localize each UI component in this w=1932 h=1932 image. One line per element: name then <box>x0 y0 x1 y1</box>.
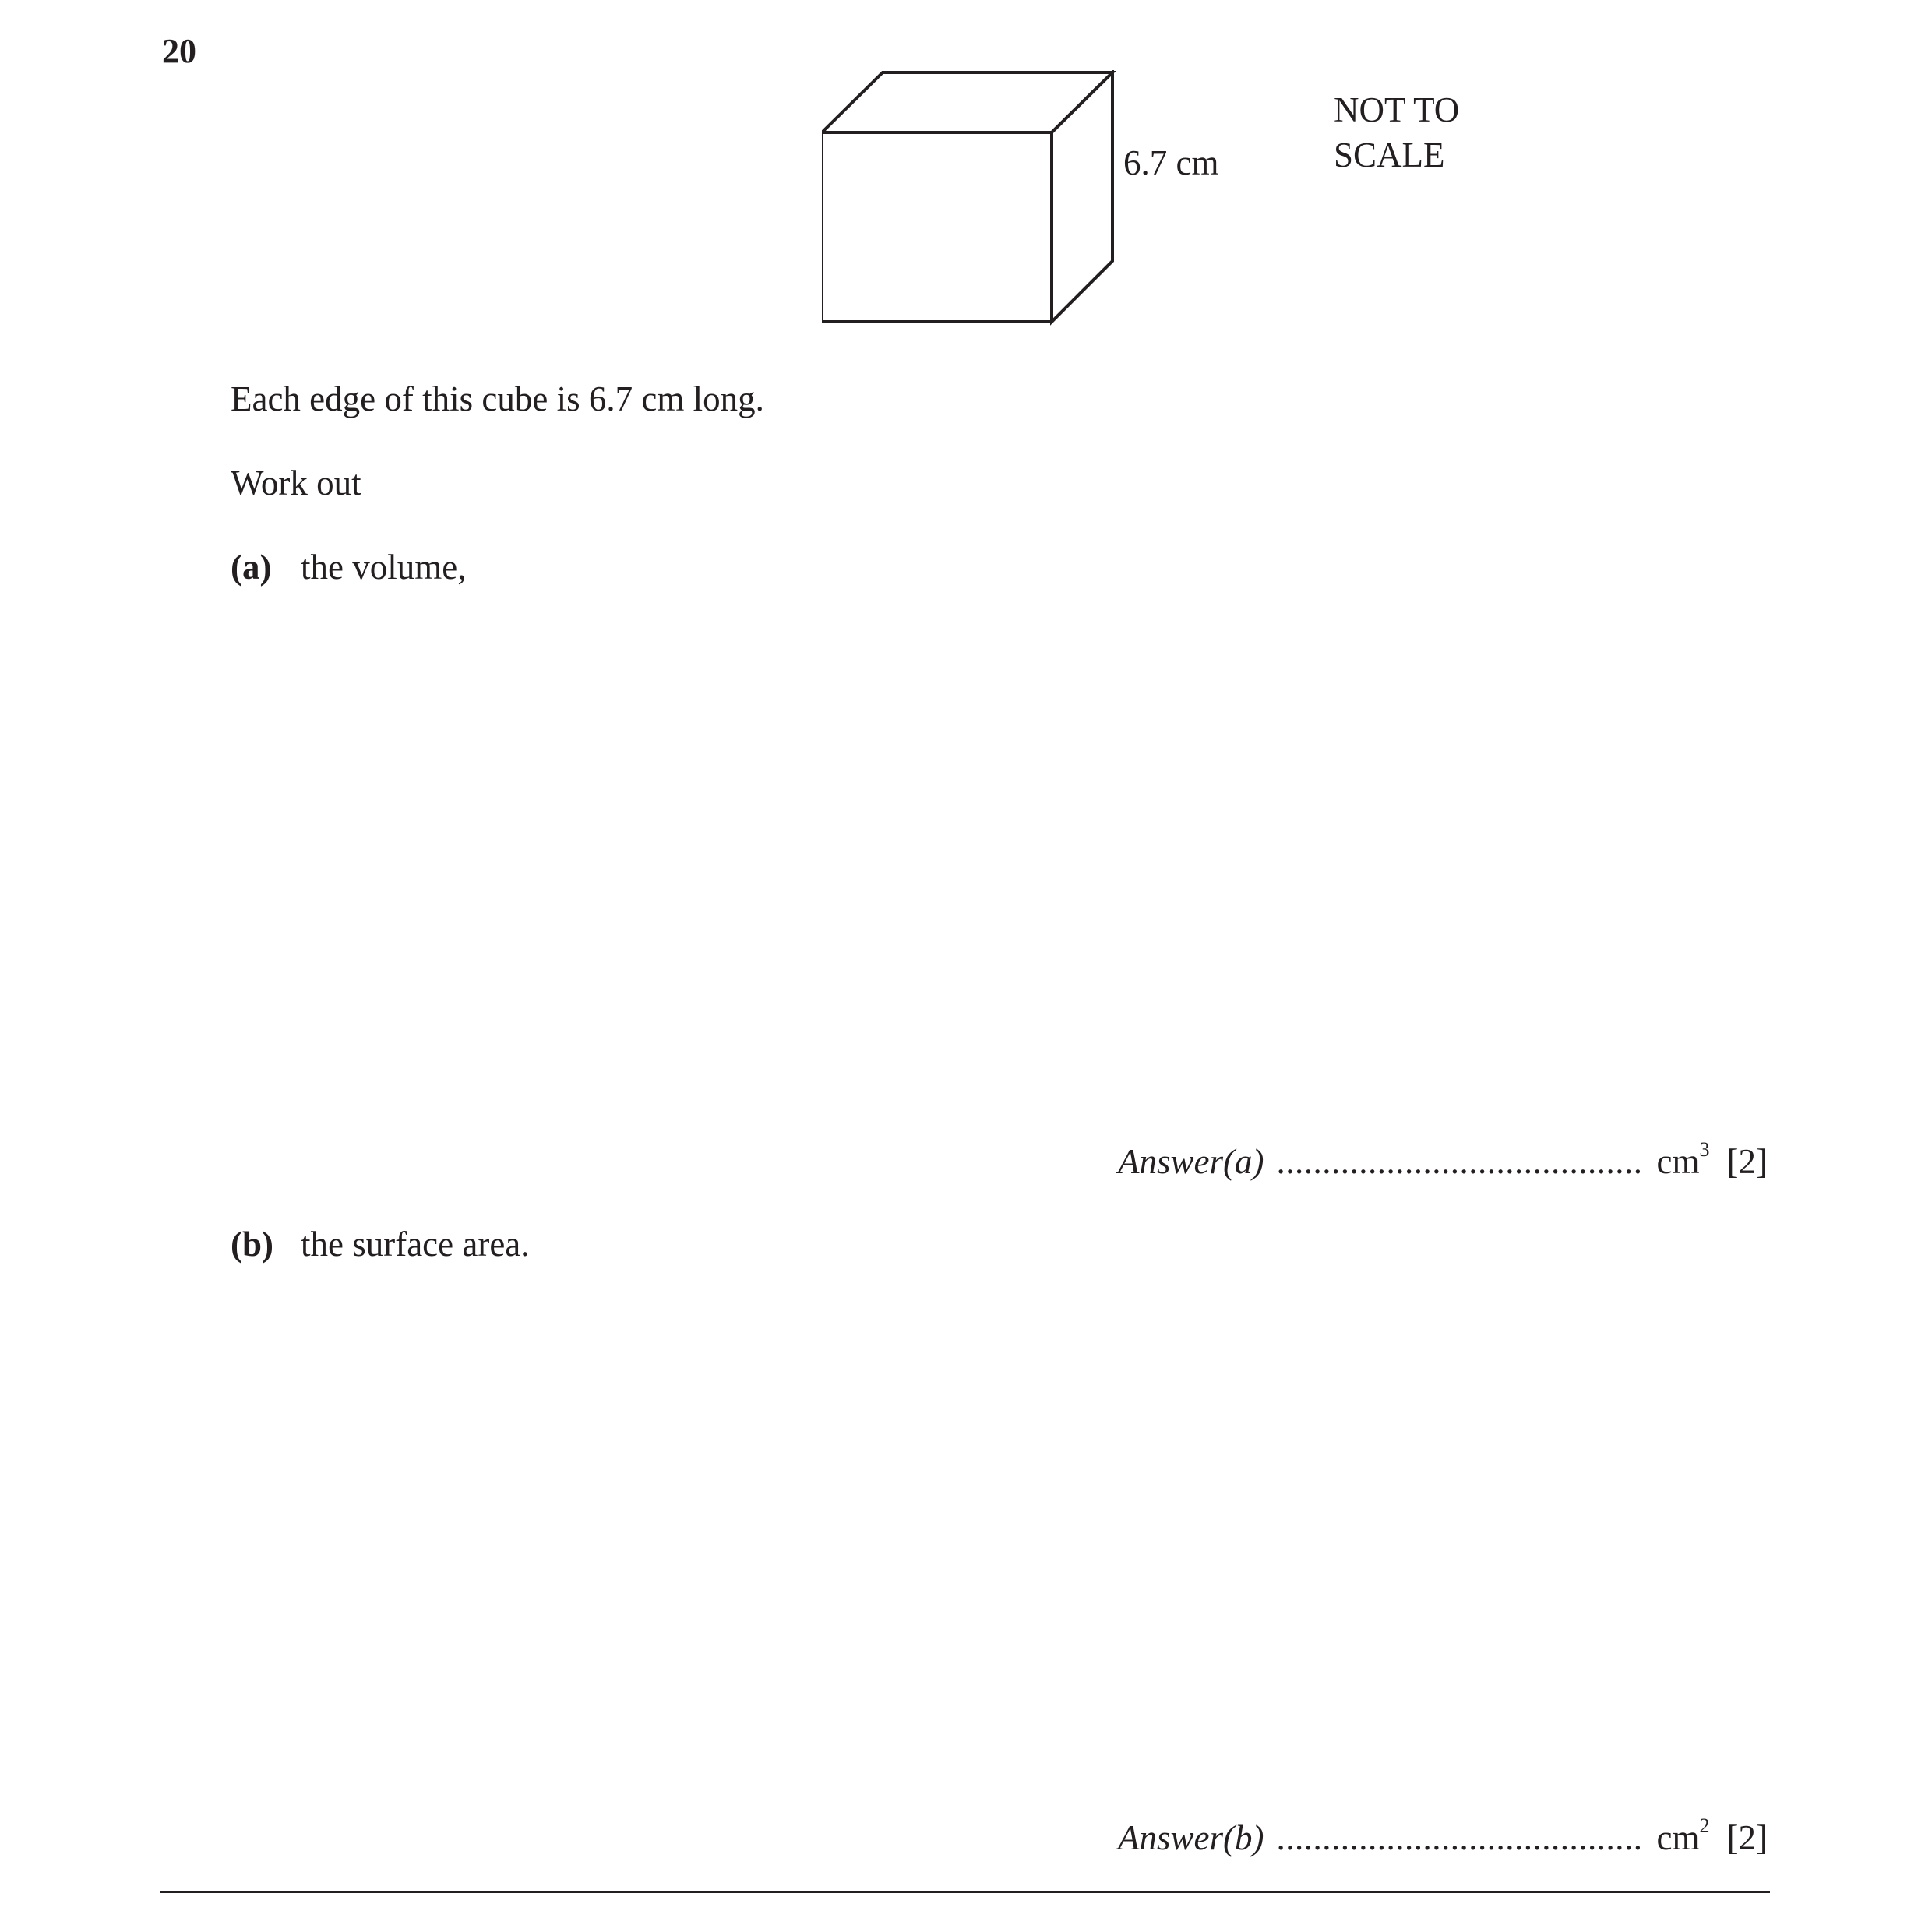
answer-b-line <box>1118 1814 1768 1857</box>
part-b <box>231 1227 530 1262</box>
answer-a-label: Answer(a) <box>1118 1142 1264 1181</box>
cube-top-face <box>822 72 1112 132</box>
answer-a-marks: [2] <box>1726 1142 1768 1181</box>
part-b-label: (b) <box>231 1225 273 1264</box>
part-a-text: the volume, <box>301 548 467 587</box>
answer-a-unit <box>1656 1138 1710 1181</box>
answer-b-marks: [2] <box>1726 1818 1768 1857</box>
cube-side-face <box>1052 72 1112 322</box>
not-to-scale-note <box>1334 87 1459 178</box>
answer-b-label: Answer(b) <box>1118 1818 1264 1857</box>
bottom-divider <box>160 1891 1770 1893</box>
not-to-scale-line-1: NOT TO <box>1334 90 1460 129</box>
question-instruction: Work out <box>231 464 361 502</box>
answer-a-unit-text: cm <box>1656 1142 1700 1181</box>
answer-a-field[interactable]: ........................................ <box>1276 1142 1643 1181</box>
cube-edge-label: 6.7 cm <box>1123 143 1219 182</box>
answer-b-unit-power: 2 <box>1699 1814 1710 1837</box>
question-number: 20 <box>162 32 196 70</box>
answer-b-unit-text: cm <box>1656 1818 1700 1857</box>
answer-a-unit-power: 3 <box>1699 1138 1710 1161</box>
part-b-text: the surface area. <box>301 1225 530 1264</box>
question-stem: Each edge of this cube is 6.7 cm long. <box>231 379 764 418</box>
cube-diagram <box>822 70 1133 335</box>
part-a <box>231 550 466 585</box>
answer-b-unit <box>1656 1814 1710 1857</box>
not-to-scale-line-2: SCALE <box>1334 136 1445 175</box>
answer-a-line <box>1118 1138 1768 1181</box>
part-a-label: (a) <box>231 548 272 587</box>
answer-b-field[interactable]: ........................................ <box>1276 1818 1643 1857</box>
cube-front-face <box>822 132 1052 322</box>
